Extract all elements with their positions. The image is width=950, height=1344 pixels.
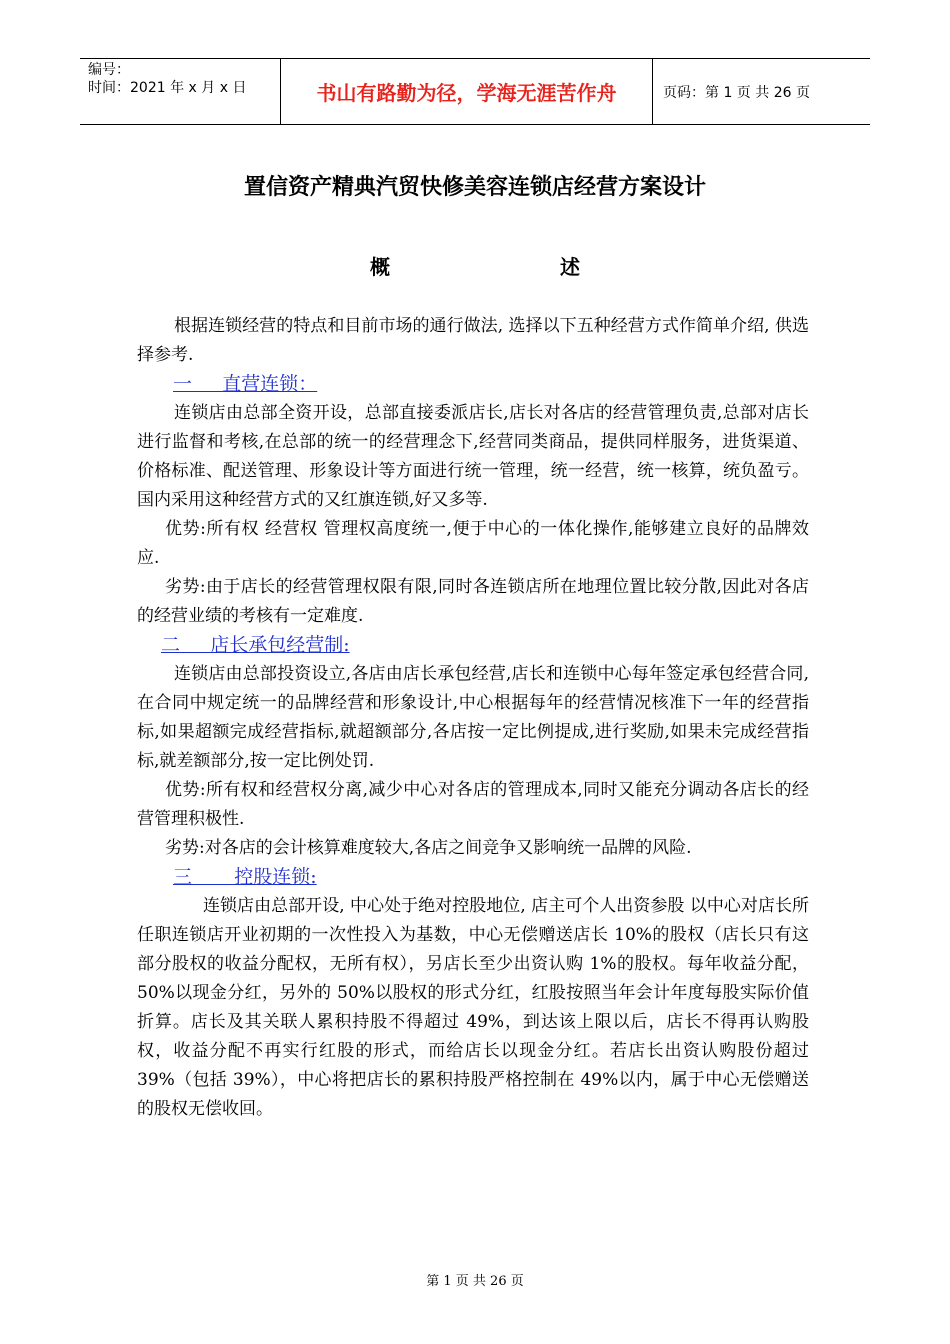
overview-char-2: 述 [560,255,580,279]
section-1-advantage: 优势:所有权 经营权 管理权高度统一,便于中心的一体化操作,能够建立良好的品牌效应. [137,519,809,568]
section-heading-3: 三 控股连锁: [173,866,317,888]
section-3-body: 连锁店由总部开设, 中心处于绝对控股地位, 店主可个人出资参股 以中心对店长所任职连锁店开业初期的一次性投入为基数，中心无偿赠送店长 10%的股权（店长只有这部分股权的收益分配权，无所有权），另店长至少出资认购 1%的股权。每年收益分配，50%以现金分红，另外的 50%以股权的形式分红，红股按照当年会计年度每股实际价值折算。店长及其关联人累积持股不得超过 49%，到达该上限以后，店长不得再认购股权，收益分配不再实行红股的形式，而给店长以现金分红。若店长出资认购股份超过 39%（包括 39%），中心将把店长的累积持股严格控制在 49%以内，属于中心无偿赠送的股权无偿收回。 [137,896,809,1119]
section-heading-1: 一 直营连锁： [173,373,318,395]
section-1-body: 连锁店由总部全资开设，总部直接委派店长,店长对各店的经营管理负责,总部对店长进行监督和考核,在总部的统一的经营理念下,经营同类商品，提供同样服务，进货渠道、价格标准、配送管理、形象设计等方面进行统一管理，统一经营，统一核算，统负盈亏。国内采用这种经营方式的又红旗连锁,好又多等. [137,403,809,510]
section-heading-2: 二 店长承包经营制: [161,634,350,656]
overview-char-1: 概 [370,255,390,279]
header-page-info: 页码：第 1 页 共 26 页 [663,84,810,101]
time-label: 时间：2021 年 x 月 x 日 [88,80,247,96]
page-footer: 第 1 页 共 26 页 [426,1274,524,1289]
document-title: 置信资产精典汽贸快修美容连锁店经营方案设计 [243,175,706,200]
document-body [137,312,809,1124]
section-2-advantage: 优势:所有权和经营权分离,减少中心对各店的管理成本,同时又能充分调动各店长的经营管理积极性. [137,780,809,829]
header-motto: 书山有路勤为径，学海无涯苦作舟 [281,59,653,124]
intro-paragraph: 根据连锁经营的特点和目前市场的通行做法, 选择以下五种经营方式作简单介绍, 供选择参考. [137,316,809,365]
section-1-disadvantage: 劣势:由于店长的经营管理权限有限,同时各连锁店所在地理位置比较分散,因此对各店的经营业绩的考核有一定难度. [137,577,809,626]
section-2-disadvantage: 劣势:对各店的会计核算难度较大,各店之间竞争又影响统一品牌的风险. [165,838,692,858]
section-2-body: 连锁店由总部投资设立,各店由店长承包经营,店长和连锁中心每年签定承包经营合同,在合同中规定统一的品牌经营和形象设计,中心根据每年的经营情况核准下一年的经营指标,如果超额完成经营指标,就超额部分,各店按一定比例提成,进行奖励,如果未完成经营指标,就差额部分,按一定比例处罚. [137,664,809,771]
page-header [80,58,870,125]
number-label: 编号： [88,62,130,78]
header-meta [80,59,281,124]
